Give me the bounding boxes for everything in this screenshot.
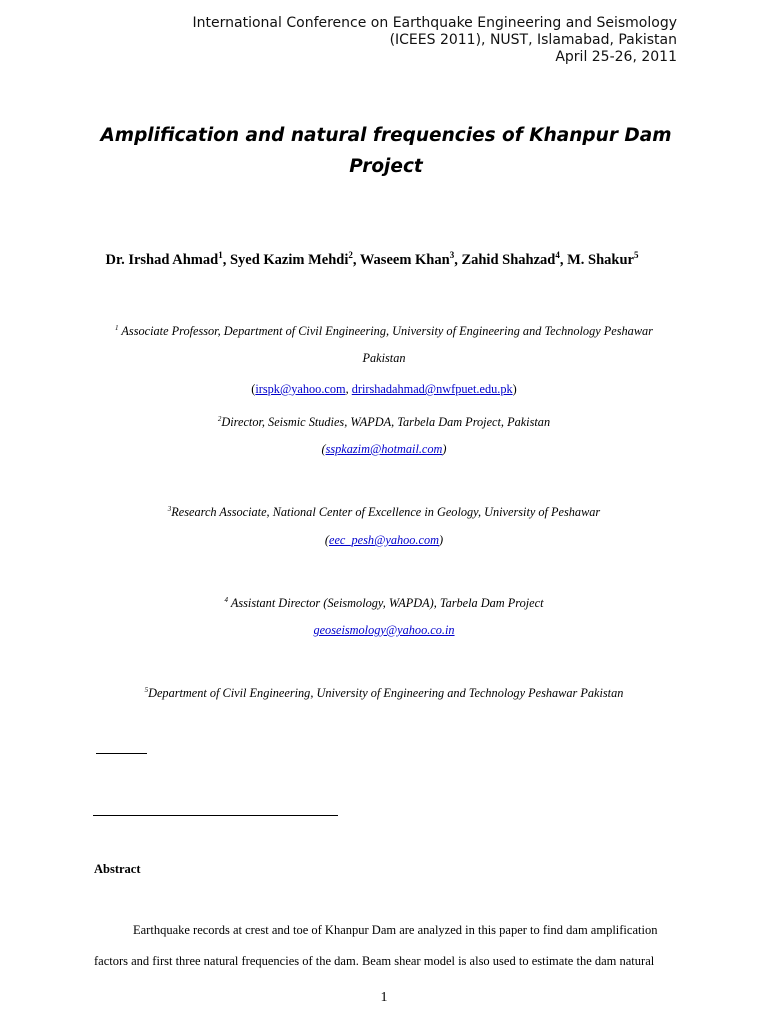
page-number: 1 <box>380 990 388 1005</box>
affiliation-4-email <box>0 622 768 638</box>
affiliation-1 <box>0 320 768 339</box>
footnote-divider <box>93 815 338 816</box>
author-name: M. Shakur <box>567 251 634 268</box>
header-line-2: (ICEES 2011), NUST, Islamabad, Pakistan <box>389 32 677 48</box>
affiliation-2 <box>0 411 768 430</box>
affiliation-text: Research Associate, National Center of Excellence in Geology, University of Peshawar <box>171 505 601 520</box>
author-superscript: 4 <box>555 250 560 260</box>
author-superscript: 5 <box>633 250 639 260</box>
email-link[interactable]: geoseismology@yahoo.co.in <box>313 623 455 637</box>
email-link[interactable]: sspkazim@hotmail.com <box>325 442 443 456</box>
affiliation-4 <box>0 592 768 611</box>
affiliation-text: Assistant Director (Seismology, WAPDA), Tarbela Dam Project <box>227 596 544 611</box>
affiliation-superscript: 5 <box>144 686 149 694</box>
affiliation-1-emails: (irspk@yahoo.com, drirshadahmad@nwfpuet.edu.pk) <box>251 382 517 396</box>
author-superscript: 2 <box>348 250 353 260</box>
affiliation-superscript: 2 <box>217 415 222 423</box>
abstract-line-2: factors and first three natural frequencies of the dam. Beam shear model is also used to estimate the dam natural <box>94 954 655 968</box>
abstract-heading: Abstract <box>94 862 141 876</box>
header-line-1: International Conference on Earthquake Engineering and Seismology <box>192 15 677 31</box>
email-link[interactable]: drirshadahmad@nwfpuet.edu.pk <box>351 382 513 396</box>
author-name: Zahid Shahzad <box>461 251 556 268</box>
author-name: Syed Kazim Mehdi <box>229 251 349 268</box>
title-line-2: Project <box>349 156 423 177</box>
short-divider <box>96 753 147 754</box>
conference-header <box>193 15 677 66</box>
affiliation-5 <box>0 682 768 701</box>
affiliation-text: Associate Professor, Department of Civil Engineering, University of Engineering and Technology Peshawar <box>118 324 653 339</box>
author-superscript: 3 <box>449 250 455 260</box>
affiliation-3 <box>0 501 768 520</box>
title-line-1: Amplification and natural frequencies of Khanpur Dam <box>100 125 672 146</box>
email-link[interactable]: eec_pesh@yahoo.com <box>329 533 439 547</box>
affiliation-text: Department of Civil Engineering, University of Engineering and Technology Peshawar Pakistan <box>148 686 624 701</box>
affiliation-2-email: (sspkazim@hotmail.com) <box>321 442 447 456</box>
abstract-line-1: Earthquake records at crest and toe of Khanpur Dam are analyzed in this paper to find dam amplification <box>133 923 658 937</box>
author-name: Dr. Irshad Ahmad <box>105 251 219 268</box>
header-line-3: April 25-26, 2011 <box>555 49 677 65</box>
affiliation-superscript: 3 <box>167 505 172 513</box>
affiliation-1-country: Pakistan <box>362 351 406 365</box>
paper-title <box>90 120 682 182</box>
affiliation-3-email: (eec_pesh@yahoo.com) <box>324 533 444 547</box>
author-name: Waseem Khan <box>359 251 450 268</box>
author-list: Dr. Irshad Ahmad$^1$, Syed Kazim Mehdi$^2$, Waseem Khan$^3$, Zahid Shahzad$^4$, M. Shakur$^5$ <box>105 250 639 268</box>
email-link[interactable]: irspk@yahoo.com <box>255 382 346 396</box>
affiliation-superscript: 4 <box>224 596 228 604</box>
affiliation-superscript: 1 <box>115 324 119 332</box>
affiliation-text: Director, Seismic Studies, WAPDA, Tarbela Dam Project, Pakistan <box>221 415 551 430</box>
author-superscript: 1 <box>218 250 223 260</box>
